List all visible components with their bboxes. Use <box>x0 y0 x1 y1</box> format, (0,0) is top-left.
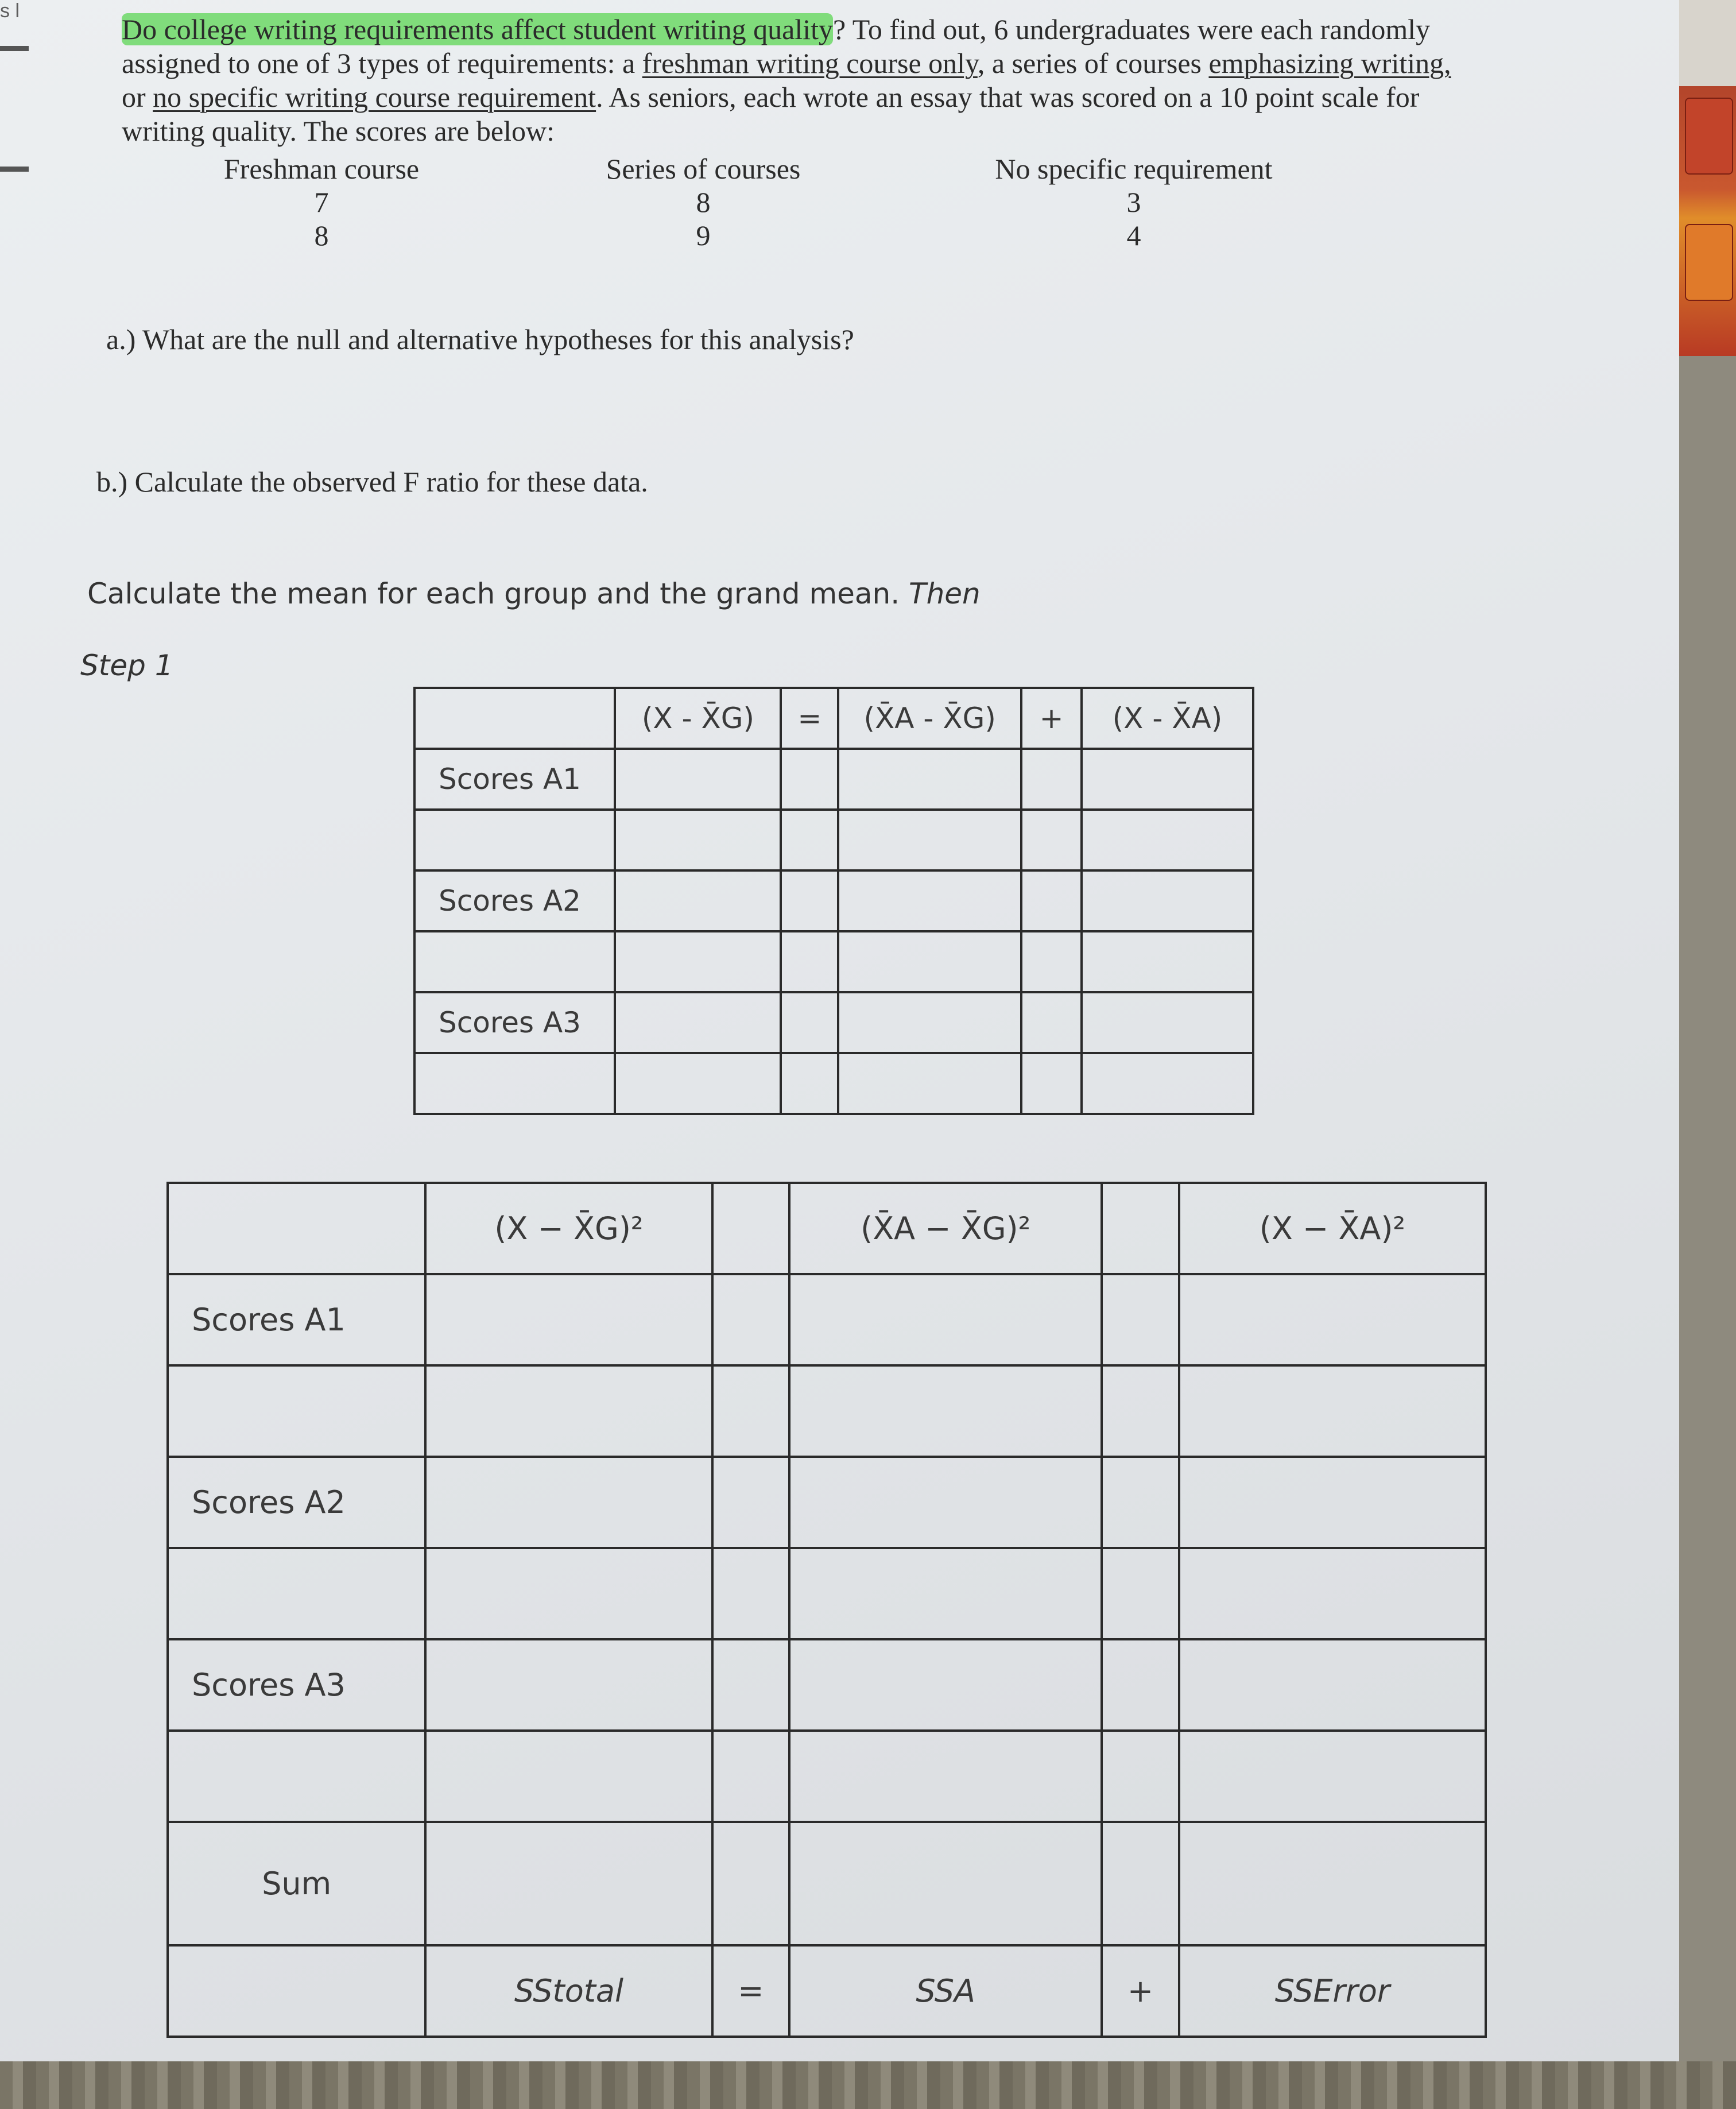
row-label <box>168 1365 425 1457</box>
table-cell[interactable] <box>781 1053 838 1114</box>
table-cell[interactable] <box>789 1639 1102 1731</box>
corner-text: s l <box>0 0 20 22</box>
question-a: a.) What are the null and alternative hypotheses for this analysis? <box>106 323 854 355</box>
background-book <box>1679 0 1736 356</box>
column-header: (X − X̄A)² <box>1179 1183 1486 1274</box>
table-cell[interactable] <box>712 1457 790 1548</box>
table-cell[interactable] <box>712 1365 790 1457</box>
column-header: (X − X̄G)² <box>425 1183 712 1274</box>
table-cell[interactable] <box>1102 1457 1179 1548</box>
table-cell[interactable] <box>712 1274 790 1365</box>
table-row <box>414 749 1253 810</box>
table-cell[interactable] <box>712 1731 790 1822</box>
bleed-mark <box>0 46 29 51</box>
table-cell[interactable] <box>1082 810 1253 870</box>
table-row <box>414 992 1253 1053</box>
table-row <box>168 1822 1486 1945</box>
equals-sign: = <box>712 1945 790 2037</box>
table-cell[interactable] <box>615 1053 781 1114</box>
table-cell[interactable] <box>425 1639 712 1731</box>
table-cell[interactable] <box>1179 1274 1486 1365</box>
table-header-row <box>168 1183 1486 1274</box>
sum-label: Sum <box>168 1822 425 1945</box>
table-cell[interactable] <box>789 1731 1102 1822</box>
table-cell <box>168 1183 425 1274</box>
table-cell[interactable] <box>615 931 781 992</box>
score: 8 <box>696 186 711 218</box>
table-cell[interactable] <box>1102 1731 1179 1822</box>
row-label: Scores A3 <box>168 1639 425 1731</box>
table-cell[interactable] <box>425 1274 712 1365</box>
table-cell[interactable] <box>838 931 1021 992</box>
table-cell[interactable] <box>781 931 838 992</box>
table-row <box>168 1639 1486 1731</box>
score: 3 <box>1126 186 1141 218</box>
background-floor <box>0 2061 1736 2109</box>
table-cell[interactable] <box>781 870 838 931</box>
column-header: (X - X̄G) <box>615 688 781 749</box>
column-header: = <box>781 688 838 749</box>
table-cell[interactable] <box>1021 810 1082 870</box>
score: 9 <box>696 219 711 251</box>
table-footer-row <box>168 1945 1486 2037</box>
table-cell[interactable] <box>1102 1274 1179 1365</box>
table-row <box>414 931 1253 992</box>
table-cell[interactable] <box>789 1822 1102 1945</box>
score: 8 <box>314 219 329 251</box>
column-header: (X̄A - X̄G) <box>838 688 1021 749</box>
group-column-none: No specific requirement 3 4 <box>956 152 1312 252</box>
table-cell[interactable] <box>615 810 781 870</box>
column-header: (X̄A − X̄G)² <box>789 1183 1102 1274</box>
column-header: (X - X̄A) <box>1082 688 1253 749</box>
table-cell <box>168 1945 425 2037</box>
row-label: Scores A1 <box>414 749 615 810</box>
deviation-table <box>413 687 1254 1115</box>
table-row <box>414 870 1253 931</box>
ss-total-label: SStotal <box>425 1945 712 2037</box>
ss-a-label: SSA <box>789 1945 1102 2037</box>
table-cell[interactable] <box>1179 1548 1486 1639</box>
row-label: Scores A1 <box>168 1274 425 1365</box>
row-label: Scores A3 <box>414 992 615 1053</box>
row-label <box>414 931 615 992</box>
table-cell[interactable] <box>781 810 838 870</box>
table-cell[interactable] <box>615 992 781 1053</box>
table-cell[interactable] <box>789 1548 1102 1639</box>
table-cell[interactable] <box>712 1822 790 1945</box>
table-cell[interactable] <box>1082 749 1253 810</box>
step-label: Step 1 <box>80 649 173 682</box>
table-cell[interactable] <box>1102 1639 1179 1731</box>
table-cell[interactable] <box>712 1548 790 1639</box>
table-cell[interactable] <box>425 1548 712 1639</box>
table-cell[interactable] <box>1021 1053 1082 1114</box>
table-cell[interactable] <box>1082 870 1253 931</box>
plus-sign: + <box>1102 1945 1179 2037</box>
table-cell[interactable] <box>838 1053 1021 1114</box>
table-row <box>168 1365 1486 1457</box>
table-cell[interactable] <box>1082 931 1253 992</box>
score: 7 <box>314 186 329 218</box>
table-cell[interactable] <box>1082 1053 1253 1114</box>
table-cell[interactable] <box>1102 1365 1179 1457</box>
table-cell[interactable] <box>425 1457 712 1548</box>
score: 4 <box>1126 219 1141 251</box>
book-cover-image <box>1685 224 1733 301</box>
table-cell[interactable] <box>1021 931 1082 992</box>
table-cell[interactable] <box>781 749 838 810</box>
underlined-phrase: emphasizing writing, <box>1208 47 1451 79</box>
table-cell[interactable] <box>615 749 781 810</box>
table-cell[interactable] <box>838 810 1021 870</box>
table-cell[interactable] <box>1021 870 1082 931</box>
row-label <box>414 1053 615 1114</box>
table-cell[interactable] <box>1102 1548 1179 1639</box>
question-b: b.) Calculate the observed F ratio for these data. <box>96 466 648 498</box>
table-row <box>414 1053 1253 1114</box>
row-label: Scores A2 <box>168 1457 425 1548</box>
table-cell[interactable] <box>1021 749 1082 810</box>
table-cell[interactable] <box>1179 1731 1486 1822</box>
table-cell[interactable] <box>1179 1639 1486 1731</box>
table-cell[interactable] <box>1102 1822 1179 1945</box>
highlighted-question: Do college writing requirements affect student writing quality <box>122 13 834 45</box>
group-column-freshman: Freshman course 7 8 <box>207 152 436 252</box>
table-cell[interactable] <box>1179 1365 1486 1457</box>
table-cell[interactable] <box>425 1365 712 1457</box>
bleed-mark <box>0 167 29 172</box>
table-cell[interactable] <box>838 992 1021 1053</box>
row-label <box>168 1731 425 1822</box>
table-cell[interactable] <box>838 749 1021 810</box>
table-cell[interactable] <box>789 1365 1102 1457</box>
column-header: + <box>1021 688 1082 749</box>
table-row <box>168 1731 1486 1822</box>
table-row <box>168 1548 1486 1639</box>
book-cover-image <box>1685 98 1733 175</box>
table-row <box>168 1274 1486 1365</box>
table-cell[interactable] <box>1082 992 1253 1053</box>
row-label <box>414 810 615 870</box>
table-cell[interactable] <box>781 992 838 1053</box>
column-header <box>1102 1183 1179 1274</box>
group-column-series: Series of courses 8 9 <box>580 152 827 252</box>
table-cell[interactable] <box>789 1457 1102 1548</box>
table-cell[interactable] <box>1179 1457 1486 1548</box>
table-cell[interactable] <box>789 1274 1102 1365</box>
table-cell[interactable] <box>712 1639 790 1731</box>
row-label <box>168 1548 425 1639</box>
table-row <box>168 1457 1486 1548</box>
underlined-phrase: no specific writing course requirement <box>153 81 596 113</box>
row-label: Scores A2 <box>414 870 615 931</box>
table-row <box>414 810 1253 870</box>
instruction: Calculate the mean for each group and the grand mean. Then <box>87 577 981 610</box>
table-cell[interactable] <box>615 870 781 931</box>
problem-statement: Do college writing requirements affect student writing quality? To find out, 6 undergraduates were each randomly assigned to one of 3 types of requirements: a freshman writing course only, a series of courses emphasizing writing, or no specific writing course requirement. As seniors, each wrote an essay that was scored on a 10 point scale for writing quality. The scores are below: <box>122 13 1451 147</box>
table-header-row <box>414 688 1253 749</box>
table-cell[interactable] <box>425 1731 712 1822</box>
column-header <box>712 1183 790 1274</box>
table-cell[interactable] <box>838 870 1021 931</box>
table-cell <box>414 688 615 749</box>
sum-of-squares-table <box>166 1182 1487 2038</box>
table-cell[interactable] <box>1179 1822 1486 1945</box>
underlined-phrase: freshman writing course only <box>642 47 978 79</box>
ss-error-label: SSError <box>1179 1945 1486 2037</box>
table-cell[interactable] <box>1021 992 1082 1053</box>
table-cell[interactable] <box>425 1822 712 1945</box>
